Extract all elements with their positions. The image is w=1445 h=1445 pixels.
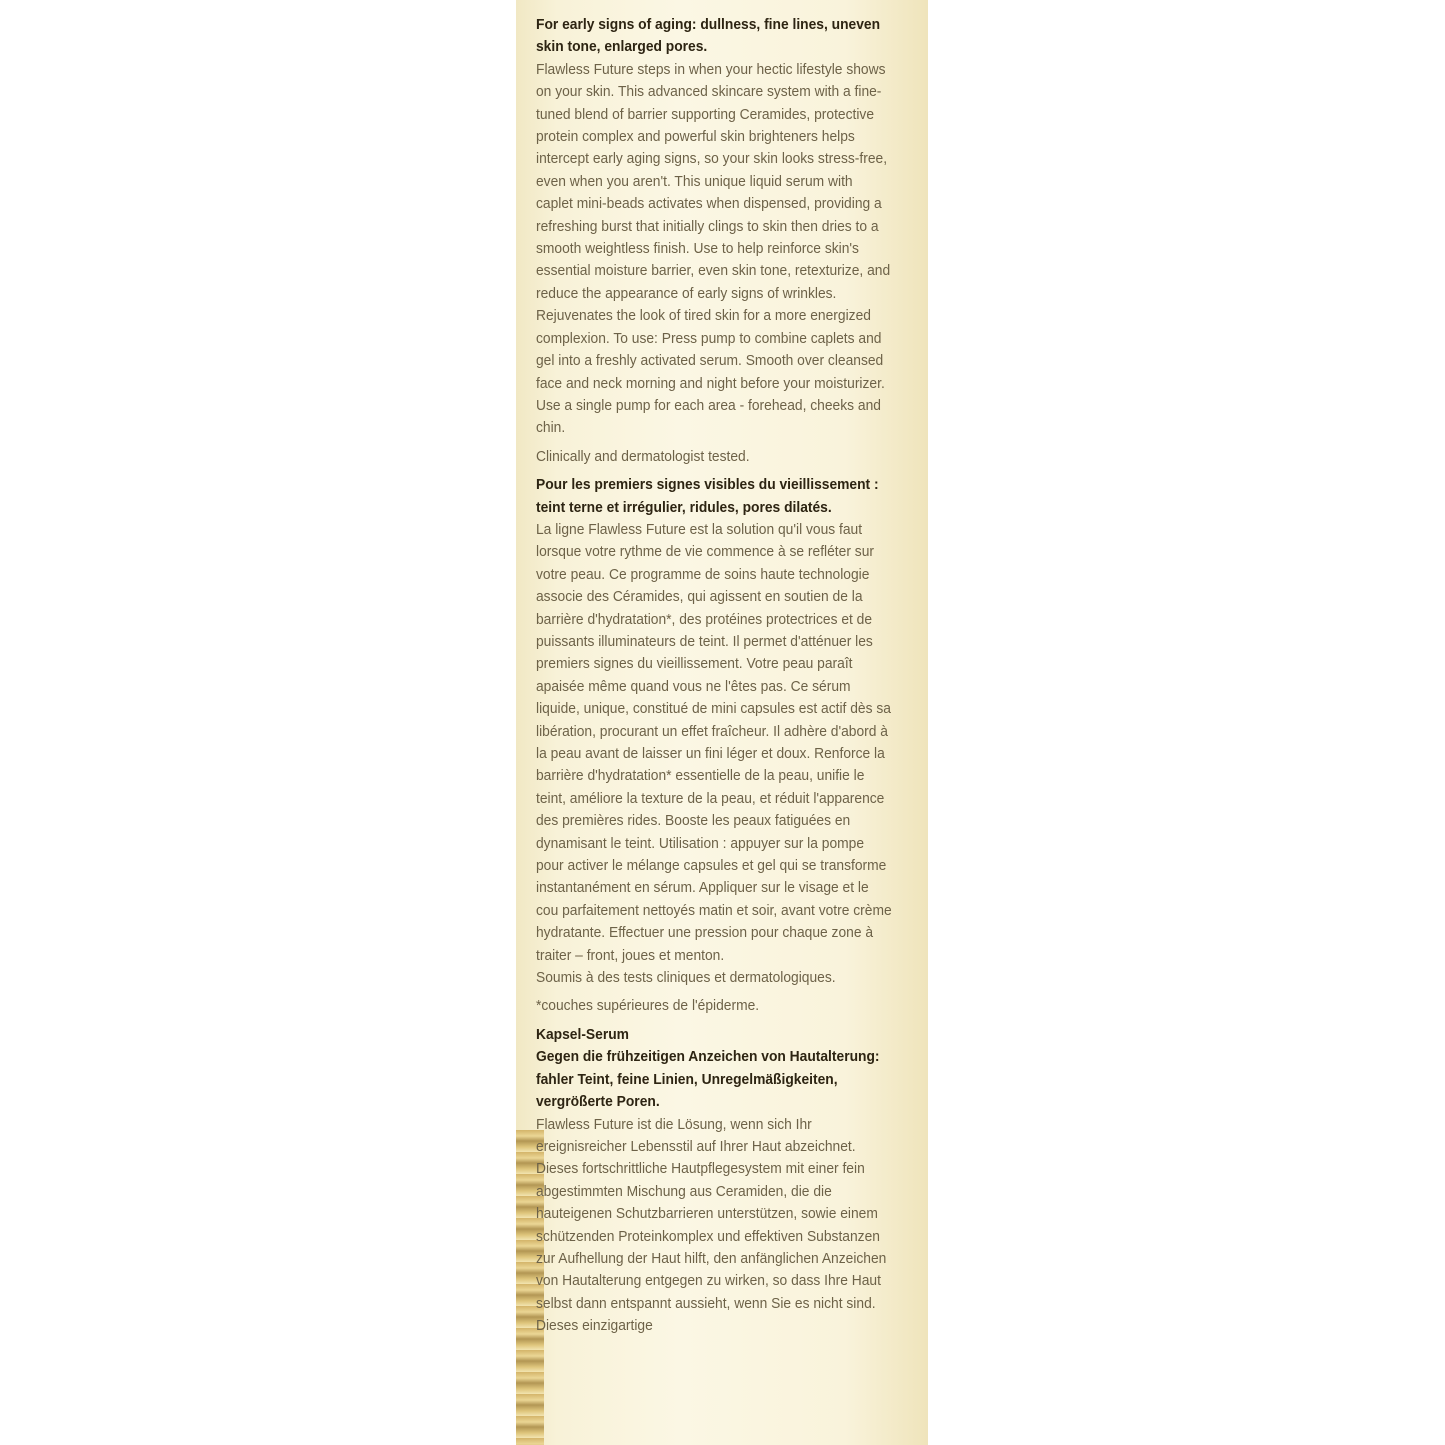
en-tested: Clinically and dermatologist tested. — [536, 447, 750, 465]
fr-body: La ligne Flawless Future est la solution qu'il vous faut lorsque votre rythme de vie commence à se refléter sur votre peau. Ce programme de soins haute technologie associe des Céramides, qui agissent en soutien de la barrière d'hydratation*, des protéines protectrices et de puissants illuminateurs de teint. Il permet d'atténuer les premiers signes du vieillissement. Votre peau paraît apaisée même quand vous ne l'êtes pas. Ce sérum liquide, unique, constitué de mini capsules est actif dès sa libération, procurant un effet fraîcheur. Il adhère d'abord à la peau avant de laisser un fini léger et doux. Renforce la barrière d'hydratation* essentielle de la peau, unifie le teint, améliore la texture de la peau, et réduit l'apparence des premières rides. Booste les peaux fatiguées en dynamisant le teint. Utilisation : appuyer sur la pompe pour activer le mélange capsules et gel qui se transforme instantanément en sérum. Appliquer sur le visage et le cou parfaitement nettoyés matin et soir, avant votre crème hydratante. Effectuer une pression pour chaque zone à traiter – front, joues et menton. — [536, 520, 892, 964]
fr-heading: Pour les premiers signes visibles du vieillissement : teint terne et irrégulier, ridules, pores dilatés. — [536, 476, 879, 516]
de-product-name: Kapsel-Serum — [536, 1025, 629, 1043]
en-heading: For early signs of aging: dullness, fine lines, uneven skin tone, enlarged pores. — [536, 16, 881, 56]
label-text — [536, 14, 893, 1338]
en-body: Flawless Future steps in when your hectic lifestyle shows on your skin. This advanced skincare system with a fine-tuned blend of barrier supporting Ceramides, protective protein complex and powerful skin brighteners helps intercept early aging signs, so your skin looks stress-free, even when you aren't. This unique liquid serum with caplet mini-beads activates when dispensed, providing a refreshing burst that initially clings to skin then dries to a smooth weightless finish. Use to help reinforce skin's essential moisture barrier, even skin tone, retexturize, and reduce the appearance of early signs of wrinkles. Rejuvenates the look of tired skin for a more energized complexion. To use: Press pump to combine caplets and gel into a freshly activated serum. Smooth over cleansed face and neck morning and night before your moisturizer. Use a single pump for each area - forehead, cheeks and chin. — [536, 60, 891, 437]
fr-tested: Soumis à des tests cliniques et dermatologiques. — [536, 969, 836, 987]
de-heading: Gegen die frühzeitigen Anzeichen von Hautalterung: fahler Teint, feine Linien, Unregelmäßigkeiten, vergrößerte Poren. — [536, 1048, 880, 1111]
de-body: Flawless Future ist die Lösung, wenn sich Ihr ereignisreicher Lebensstil auf Ihrer Haut abzeichnet. Dieses fortschrittliche Hautpflegesystem mit einer fein abgestimmten Mischung aus Ceramiden, die die hauteigenen Schutzbarrieren unterstützen, sowie einem schützenden Proteinkomplex und effektiven Substanzen zur Aufhellung der Haut hilft, den anfänglichen Anzeichen von Hautalterung entgegen zu wirken, so dass Ihre Haut selbst dann entspannt aussieht, wenn Sie es nicht sind. Dieses einzigartige — [536, 1115, 887, 1335]
product-box-panel — [516, 0, 928, 1445]
fr-footnote: *couches supérieures de l'épiderme. — [536, 997, 760, 1015]
